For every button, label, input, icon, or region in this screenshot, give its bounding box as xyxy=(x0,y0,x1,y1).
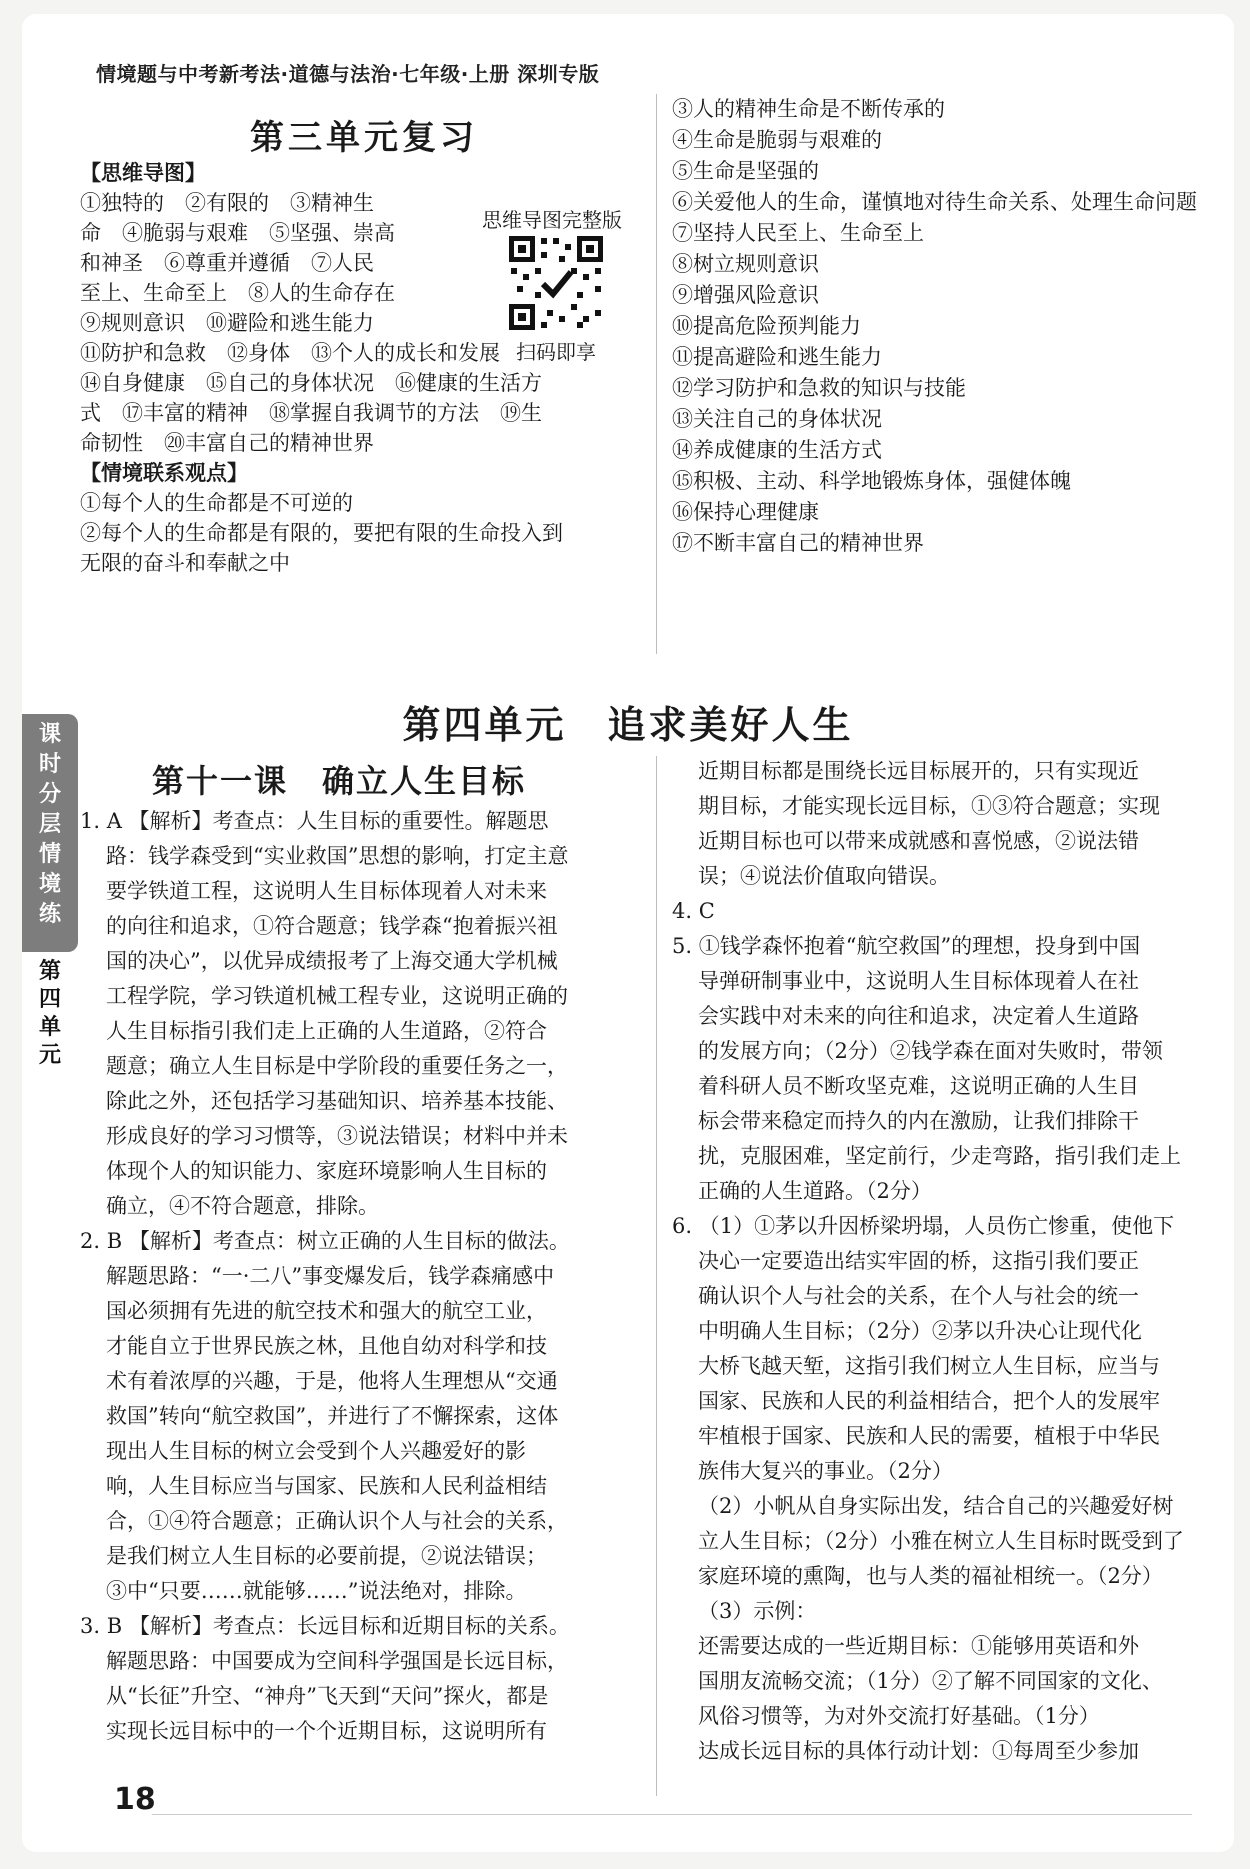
footer-rule xyxy=(152,1814,1192,1815)
answer-line: 路：钱学森受到“实业救国”思想的影响，打定主意 xyxy=(106,844,569,868)
mindmap-line: ⑨规则意识 ⑩避险和逃生能力 xyxy=(80,311,374,335)
answer-line: ③中“只要……就能够……”说法绝对，排除。 xyxy=(106,1579,527,1603)
review-point: ⑦坚持人民至上、生命至上 xyxy=(672,221,924,245)
side-tab-unit xyxy=(22,958,78,1078)
answer-line: （2）小帆从自身实际出发，结合自己的兴趣爱好树 xyxy=(698,1494,1174,1518)
answer-line: 标会带来稳定而持久的内在激励，让我们排除干 xyxy=(698,1109,1139,1133)
answer-line: 3. B 【解析】考查点：长远目标和近期目标的关系。 xyxy=(80,1614,570,1638)
context-line: ①每个人的生命都是不可逆的 xyxy=(80,491,353,515)
side-tab-char: 时 xyxy=(38,752,61,777)
answer-line: 形成良好的学习习惯等，③说法错误；材料中并未 xyxy=(106,1124,568,1148)
side-tab-char: 分 xyxy=(38,782,61,807)
answer-line: 除此之外，还包括学习基础知识、培养基本技能、 xyxy=(106,1089,568,1113)
column-divider xyxy=(656,756,657,1796)
answer-line: 人生目标指引我们走上正确的人生道路，②符合 xyxy=(106,1019,547,1043)
qr-code-icon[interactable] xyxy=(507,234,605,332)
mindmap-line: ⑪防护和急救 ⑫身体 ⑬个人的成长和发展 xyxy=(80,341,500,365)
answer-line: 的发展方向；（2分）②钱学森在面对失败时，带领 xyxy=(698,1039,1163,1063)
running-header: 情境题与中考新考法·道德与法治·七年级·上册 深圳专版 xyxy=(96,62,600,86)
answer-line: 正确的人生道路。（2分） xyxy=(698,1179,932,1203)
review-point: ⑭养成健康的生活方式 xyxy=(672,438,882,462)
mindmap-line: ⑭自身健康 ⑮自己的身体状况 ⑯健康的生活方 xyxy=(80,371,542,395)
answer-line: （3）示例： xyxy=(698,1599,817,1623)
qr-label: 思维导图完整版 xyxy=(482,208,622,232)
answer-line: 着科研人员不断攻坚克难，这说明正确的人生目 xyxy=(698,1074,1139,1098)
document-page xyxy=(22,14,1234,1852)
answer-line: 扰，克服困难，坚定前行，少走弯路，指引我们走上 xyxy=(698,1144,1181,1168)
side-tab-char: 层 xyxy=(38,812,61,837)
answer-line: 决心一定要造出结实牢固的桥，这指引我们要正 xyxy=(698,1249,1139,1273)
mindmap-line: 命 ④脆弱与艰难 ⑤坚强、崇高 xyxy=(80,221,395,245)
side-tab-char: 情 xyxy=(38,842,61,867)
answer-line: 期目标，才能实现长远目标，①③符合题意；实现 xyxy=(698,794,1160,818)
review-point: ⑥关爱他人的生命，谨慎地对待生命关系、处理生命问题 xyxy=(672,190,1197,214)
column-divider xyxy=(656,94,657,654)
answer-line: 工程学院，学习铁道机械工程专业，这说明正确的 xyxy=(106,984,568,1008)
review-point: ⑬关注自己的身体状况 xyxy=(672,407,882,431)
answer-line: 牢植根于国家、民族和人民的需要，植根于中华民 xyxy=(698,1424,1160,1448)
context-heading: 【情境联系观点】 xyxy=(80,461,248,485)
side-tab-char: 单 xyxy=(38,1015,61,1040)
answer-line: 近期目标都是围绕长远目标展开的，只有实现近 xyxy=(698,759,1139,783)
mindmap-line: 式 ⑰丰富的精神 ⑱掌握自我调节的方法 ⑲生 xyxy=(80,401,542,425)
side-tab-char: 四 xyxy=(38,987,61,1012)
answer-line: 的向往和追求，①符合题意；钱学森“抱着振兴祖 xyxy=(106,914,558,938)
answer-line: 解题思路：“一·二八”事变爆发后，钱学森痛感中 xyxy=(106,1264,555,1288)
side-tab-char: 练 xyxy=(38,902,61,927)
review-title: 第三单元复习 xyxy=(250,118,478,158)
answer-line: 救国”转向“航空救国”，并进行了不懈探索，这体 xyxy=(106,1404,559,1428)
mindmap-line: ①独特的 ②有限的 ③精神生 xyxy=(80,191,374,215)
review-point: ⑰不断丰富自己的精神世界 xyxy=(672,531,924,555)
mindmap-line: 和神圣 ⑥尊重并遵循 ⑦人民 xyxy=(80,251,374,275)
review-point: ⑩提高危险预判能力 xyxy=(672,314,861,338)
answer-line: 体现个人的知识能力、家庭环境影响人生目标的 xyxy=(106,1159,547,1183)
answer-line: 确立，④不符合题意，排除。 xyxy=(106,1194,379,1218)
answer-line: 从“长征”升空、“神舟”飞天到“天问”探火，都是 xyxy=(106,1684,549,1708)
answer-line: 要学铁道工程，这说明人生目标体现着人对未来 xyxy=(106,879,547,903)
answer-line: 国必须拥有先进的航空技术和强大的航空工业， xyxy=(106,1299,547,1323)
context-line: ②每个人的生命都是有限的，要把有限的生命投入到 xyxy=(80,521,563,545)
answer-line: 还需要达成的一些近期目标：①能够用英语和外 xyxy=(698,1634,1139,1658)
answer-line: 达成长远目标的具体行动计划：①每周至少参加 xyxy=(698,1739,1139,1763)
review-point: ⑫学习防护和急救的知识与技能 xyxy=(672,376,966,400)
answer-line: 国的决心”，以优异成绩报考了上海交通大学机械 xyxy=(106,949,558,973)
answer-line: 大桥飞越天堑，这指引我们树立人生目标，应当与 xyxy=(698,1354,1160,1378)
review-point: ③人的精神生命是不断传承的 xyxy=(672,97,945,121)
mindmap-line: 命韧性 ⑳丰富自己的精神世界 xyxy=(80,431,374,455)
review-point: ⑤生命是坚强的 xyxy=(672,159,819,183)
answer-line: 国家、民族和人民的利益相结合，把个人的发展牢 xyxy=(698,1389,1160,1413)
answer-line: 家庭环境的熏陶，也与人类的福祉相统一。（2分） xyxy=(698,1564,1163,1588)
review-point: ⑯保持心理健康 xyxy=(672,500,819,524)
side-tab-char: 课 xyxy=(38,722,61,747)
unit-title: 第四单元 追求美好人生 xyxy=(402,703,854,747)
answer-line: 确认识个人与社会的关系，在个人与社会的统一 xyxy=(698,1284,1139,1308)
answer-line: 中明确人生目标；（2分）②茅以升决心让现代化 xyxy=(698,1319,1142,1343)
answer-line: 误；④说法价值取向错误。 xyxy=(698,864,950,888)
side-tab-char: 境 xyxy=(38,872,61,897)
answer-line: 立人生目标；（2分）小雅在树立人生目标时既受到了 xyxy=(698,1529,1184,1553)
review-point: ⑨增强风险意识 xyxy=(672,283,819,307)
answer-line: 6. （1）①茅以升因桥梁坍塌，人员伤亡惨重，使他下 xyxy=(672,1214,1175,1238)
answer-line: 实现长远目标中的一个个近期目标，这说明所有 xyxy=(106,1719,547,1743)
answer-line: 题意；确立人生目标是中学阶段的重要任务之一， xyxy=(106,1054,568,1078)
mindmap-line: 至上、生命至上 ⑧人的生命存在 xyxy=(80,281,395,305)
context-line: 无限的奋斗和奉献之中 xyxy=(80,551,290,575)
answer-line: 1. A 【解析】考查点：人生目标的重要性。解题思 xyxy=(80,809,549,833)
side-tab-char: 第 xyxy=(38,959,61,984)
answer-line: 4. C xyxy=(672,899,715,923)
side-tab-char: 元 xyxy=(38,1043,61,1068)
lesson-title: 第十一课 确立人生目标 xyxy=(152,762,527,800)
answer-line: 是我们树立人生目标的必要前提，②说法错误； xyxy=(106,1544,547,1568)
side-tab xyxy=(22,714,78,952)
answer-line: 解题思路：中国要成为空间科学强国是长远目标， xyxy=(106,1649,568,1673)
answer-line: 会实践中对未来的向往和追求，决定着人生道路 xyxy=(698,1004,1139,1028)
answer-line: 导弹研制事业中，这说明人生目标体现着人在社 xyxy=(698,969,1139,993)
answer-line: 术有着浓厚的兴趣，于是，他将人生理想从“交通 xyxy=(106,1369,558,1393)
qr-label: 扫码即享 xyxy=(516,340,596,364)
answer-line: 5. ①钱学森怀抱着“航空救国”的理想，投身到中国 xyxy=(672,934,1141,958)
answer-line: 才能自立于世界民族之林，且他自幼对科学和技 xyxy=(106,1334,547,1358)
answer-line: 风俗习惯等，为对外交流打好基础。（1分） xyxy=(698,1704,1100,1728)
mindmap-heading: 【思维导图】 xyxy=(80,161,206,185)
answer-line: 2. B 【解析】考查点：树立正确的人生目标的做法。 xyxy=(80,1229,570,1253)
answer-line: 响，人生目标应当与国家、民族和人民利益相结 xyxy=(106,1474,547,1498)
answer-line: 族伟大复兴的事业。（2分） xyxy=(698,1459,953,1483)
page-number: 18 xyxy=(114,1782,156,1817)
review-point: ④生命是脆弱与艰难的 xyxy=(672,128,882,152)
review-point: ⑧树立规则意识 xyxy=(672,252,819,276)
review-point: ⑮积极、主动、科学地锻炼身体，强健体魄 xyxy=(672,469,1071,493)
review-point: ⑪提高避险和逃生能力 xyxy=(672,345,882,369)
answer-line: 国朋友流畅交流；（1分）②了解不同国家的文化、 xyxy=(698,1669,1163,1693)
answer-line: 现出人生目标的树立会受到个人兴趣爱好的影 xyxy=(106,1439,526,1463)
answer-line: 合，①④符合题意；正确认识个人与社会的关系， xyxy=(106,1509,568,1533)
answer-line: 近期目标也可以带来成就感和喜悦感，②说法错 xyxy=(698,829,1139,853)
